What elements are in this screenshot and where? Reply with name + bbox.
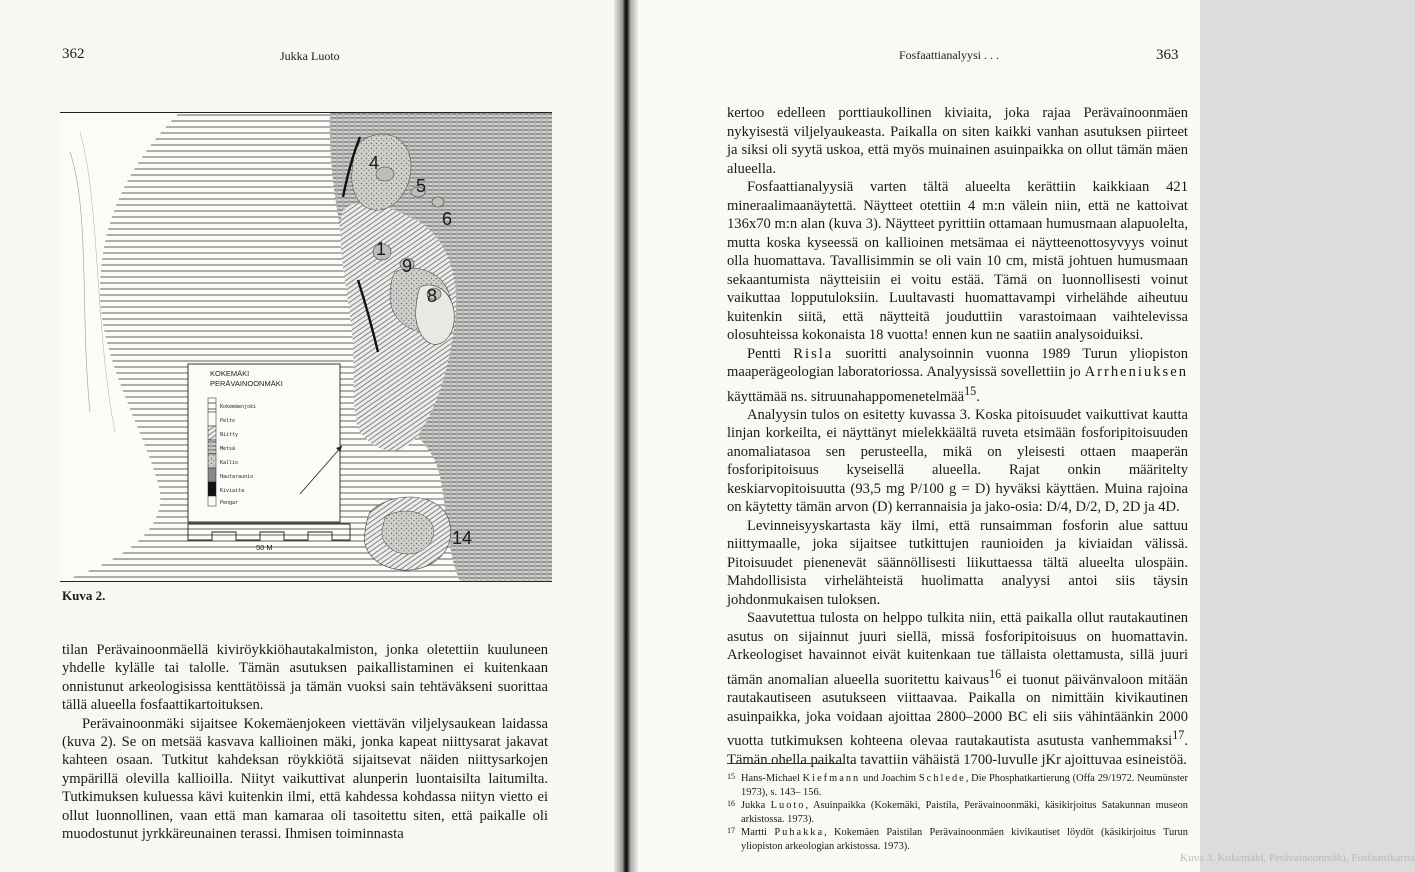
site-number-4: 4	[369, 153, 380, 173]
site-number-14: 14	[452, 528, 473, 548]
right-paragraph-3: Pentti Risla suoritti analysoinnin vuonna 1989 Turun yliopiston maaperägeologian laboratoriossa. Analyysissä sovellettiin jo Arrheniuksen käyttämää ns. sitruunahappomenetelmää$^{15}$.	[727, 345, 1188, 405]
right-paragraph-1: kertoo edelleen porttiaukollinen kiviaita, joka rajaa Perävainoonmäen nykyisestä viljelyaukeasta. Paikalla on siten kaikki vanhan asutuksen piirteet ja siksi oli syytä uskoa, että myös muinainen asuinpaikka on ollut tämän mäen alueella.	[727, 105, 1188, 177]
running-head-left: Jukka Luoto	[280, 49, 340, 63]
legend-label-kallio: Kallio	[220, 460, 239, 466]
site-number-6: 6	[442, 209, 453, 229]
site-number-1: 1	[376, 239, 387, 259]
legend-label-kokemaenjoki: Kokemäenjoki	[220, 404, 257, 410]
footnote-ref-15: 15	[964, 383, 977, 398]
footnote-15: 15 Hans-Michael Kiefmann und Joachim Schlede, Die Phosphatkartierung (Offa 29/1972. Neumünster 1973), s. 143– 156.	[727, 772, 1188, 798]
site-number-5: 5	[416, 176, 427, 196]
footnote-17: 17 Martti Puhakka, Kokemäen Paistilan Perävainoonmäen kivikautiset löydöt (käsikirjoitus Turun yliopiston arkeologian arkistossa. 1973).	[727, 826, 1188, 852]
author-name-risla: Risla	[793, 345, 834, 362]
legend-label-kiviaita: Kiviaita	[220, 488, 245, 494]
footnote-ref-17: 17	[1172, 728, 1185, 743]
legend-swatches	[208, 398, 216, 506]
site-number-9: 9	[402, 256, 413, 276]
book-spine	[614, 0, 638, 872]
left-paragraph-2: Perävainoonmäki sijaitsee Kokemäenjokeen viettävän viljelysaukean laidassa (kuva 2). Se on metsää kasvava kallioinen mäki, jonka kapeat niittysarat jakavat kahteen osaan. Tutkitut kahdeksan röykkiötä sijaitsevat näiden niittysarkojen ympärillä olevilla kallioilla. Niityt vaikuttivat alunperin luontaisilta laitumilta. Tutkimuksen kuluessa kävi kuitenkin ilmi, että kahdessa kohdassa niityn vietto ei ollut luonnollinen, vaan että man kamaraa oli tasoitettu siten, että paikalle oli muodostunut jyrkkäreunainen terassi. Ihmisen toiminnasta	[62, 715, 548, 843]
right-page	[632, 0, 1200, 872]
page-number-right: 363	[1156, 47, 1179, 63]
site-number-8: 8	[427, 286, 438, 306]
legend-title-1: KOKEMÄKI	[210, 369, 250, 378]
scale-label: 50 M	[256, 543, 273, 552]
right-paragraph-6: Saavutettua tulosta on helppo tulkita niin, että paikalla ollut rautakautinen asutus on sijainnut juuri siellä, missä fosforipitoisuus on huomattavin. Arkeologiset havainnot eivät kuitenkaan tue tällaista olettamusta, sillä juuri tämän anomalian alueella suoritettu kaivaus$^{16}$ ei tuonut päivänvaloon mitään rautakautiseen asutukseen viittaavaa. Paikalla on nimittäin kivikautinen asuinpaikka, joka voidaan ajoittaa 2800–2000 BC eli siis vähintäänkin 2000 vuotta tutkimuksen kohteena olevaa rautakautista asutusta vanhemmaksi$^{17}$. Tämän ohella paikalta tavattiin vähäistä 1700-luvulle jKr ajoittuvaa esineistöä.	[727, 610, 1188, 768]
legend-label-niitty: Niitty	[220, 432, 239, 438]
footnote-16: 16 Jukka Luoto, Asuinpaikka (Kokemäki, Paistila, Perävainoonmäki, käsikirjoitus Satakunnan museon arkistossa. 1973).	[727, 799, 1189, 825]
legend-label-hautaraunio: Hautaraunio	[220, 474, 254, 480]
page-number-left: 362	[62, 46, 85, 62]
figure-caption: Kuva 2.	[62, 588, 106, 603]
footnotes	[727, 772, 1188, 854]
legend-label-pengar: Pengar	[220, 500, 239, 506]
footnote-divider	[727, 763, 845, 764]
legend-title-2: PERÄVAINOONMÄKI	[210, 379, 283, 388]
legend-label-pelto: Pelto	[220, 418, 236, 424]
running-head-right: Fosfaattianalyysi . . .	[899, 48, 999, 62]
author-name-arrhenius: Arrheniuksen	[1084, 364, 1188, 380]
right-paragraph-4: Analyysin tulos on esitetty kuvassa 3. Koska pitoisuudet vaikuttivat kautta linjan korkeilta, ei näyttänyt mielekkäältä ruveta etsimään fosforipitoisuuden anomaliatasoa sen perusteella, mikä on yleisesti ottaen maaperän fosforipitoisuus kyseisellä alueella. Rajat onkin määritelty keskiarvopitoisuutta (93,5 mg P/100 g = D) hyväksi käyttäen. Muina rajoina on käytetty tämän arvon (D) kerrannaisia ja jako-osia: D/4, D/2, D, 2D ja 4D.	[727, 406, 1188, 516]
rock-outcrop-south-inner	[382, 511, 434, 554]
right-paragraph-5: Levinneisyyskartasta käy ilmi, että runsaimman fosforin alue sattuu niittymaalle, joka sijaitsee tutkittujen raunioiden ja kiviaidan välissä. Pitoisuudet pienenevät säännöllisesti liikuttaessa tältä alueelta ulospäin. Mahdollisista virhelähteistä huolimatta analyysi antoi siis täysin johdonmukaisen tuloksen.	[727, 517, 1188, 608]
right-body-text	[727, 104, 1188, 769]
legend-label-metsa: Metsä	[220, 446, 236, 452]
site-map-figure	[60, 112, 552, 582]
right-paragraph-2: Fosfaattianalyysiä varten tältä alueelta kerättiin kaikkiaan 421 mineraalimaanäytettä. Näytteet otettiin 4 m:n välein niin, että ne kattoivat 136x70 m:n alan (kuva 3). Näytteet pyrittiin ottamaan humusmaan alapuolelta, mutta koska kyseessä on kallioinen metsämaa ei näytteenottosyvyys voinut olla huomattava. Tavallisimmin se oli vain 10 cm, mistä johtuen humusmaan sekaantumista näytteisiin ei voitu estää. Tämä on luonnollisesti voinut vaikuttaa lopputuloksiin. Luultavasti huomattavampi virhelähde aiheutuu kuitenkin siitä, että näytteitä jouduttiin varastoimaan vaihtelevissa olosuhteissa kokonaista 18 vuotta! ennen kun ne saatiin analysoiduiksi.	[727, 179, 1188, 343]
left-body-text	[62, 641, 548, 843]
left-paragraph-1: tilan Perävainoonmäellä kiviröykkiöhautakalmiston, jonka oletettiin kuuluneen yhdelle kylälle tai talolle. Tämän asutuksen paikallistaminen ei kuitenkaan onnistunut arkeologisissa kenttätöissä ja tämän vuoksi sain tehtäväkseni suorittaa tällä alueella fosfaattikartoituksen.	[62, 642, 548, 714]
bleed-through-text: Kuva 3. Kokemäki, Perävainoonmäki, Fosfaattikartta	[1180, 852, 1415, 864]
left-page	[0, 0, 620, 872]
footnote-ref-16: 16	[989, 666, 1002, 681]
